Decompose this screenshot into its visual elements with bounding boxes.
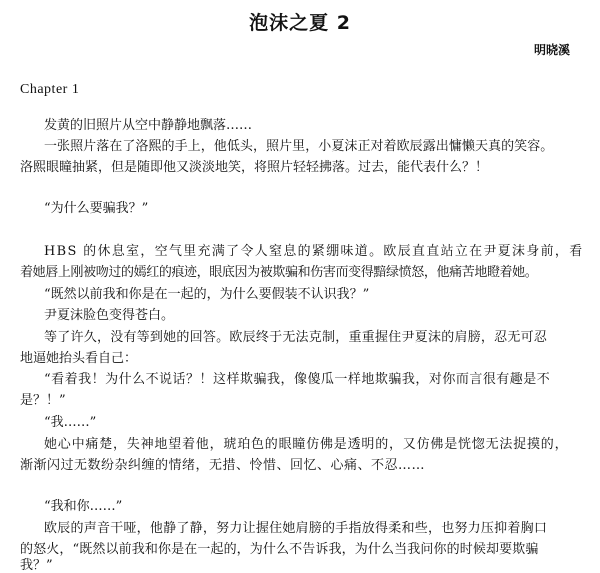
- text-line: 的怒火，“既然以前我和你是在一起的，为什么不告诉我，为什么当我问你的时候却要欺骗: [20, 542, 539, 557]
- text-line: 我？”: [20, 558, 53, 573]
- chapter-heading: Chapter 1: [20, 82, 80, 97]
- text-line: 她心中痛楚，失神地望着他，琥珀色的眼瞳仿佛是透明的，又仿佛是恍惚无法捉摸的，: [44, 437, 569, 452]
- text-line: 尹夏沫脸色变得苍白。: [44, 308, 175, 323]
- text-line: HBS 的休息室，空气里充满了令人窒息的紧绷味道。欧辰直直站立在尹夏沫身前，看: [44, 244, 584, 259]
- text-line: 欧辰的声音干哑，他静了静，努力让握住她肩膀的手指放得柔和些，也努力压抑着胸口: [44, 521, 548, 536]
- text-line: “看着我！为什么不说话？！这样欺骗我，像傻瓜一样地欺骗我，对你而言很有趣是不: [44, 372, 551, 387]
- text-line: 地逼她抬头看自己：: [20, 351, 138, 366]
- text-line: “我和你……”: [44, 499, 123, 514]
- text-line: 着她唇上刚被吻过的嫣红的痕迹，眼底因为被欺骗和伤害而变得黯绿愤怒，他痛苦地瞪着她。: [20, 265, 538, 280]
- text-line: 洛熙眼瞳抽紧，但是随即他又淡淡地笑，将照片轻轻拂落。过去，能代表什么？！: [20, 160, 489, 175]
- text-line: 发黄的旧照片从空中静静地飘落……: [44, 118, 253, 133]
- text-line: “既然以前我和你是在一起的，为什么要假装不认识我？”: [44, 287, 370, 302]
- text-line: 等了许久，没有等到她的回答。欧辰终于无法克制，重重握住尹夏沫的肩膀，忍无可忍: [44, 330, 548, 345]
- document-title: 泡沫之夏 2: [249, 12, 351, 34]
- text-line: 一张照片落在了洛熙的手上，他低头，照片里，小夏沫正对着欧辰露出慵懒天真的笑容。: [44, 139, 554, 154]
- text-line: 渐渐闪过无数纷杂纠缠的情绪，无措、怜惜、回忆、心痛、不忍……: [20, 458, 426, 473]
- text-line: 是？！”: [20, 393, 66, 408]
- text-line: “为什么要骗我？”: [44, 201, 149, 216]
- text-line: “我……”: [44, 415, 97, 430]
- author-name: 明晓溪: [533, 43, 570, 57]
